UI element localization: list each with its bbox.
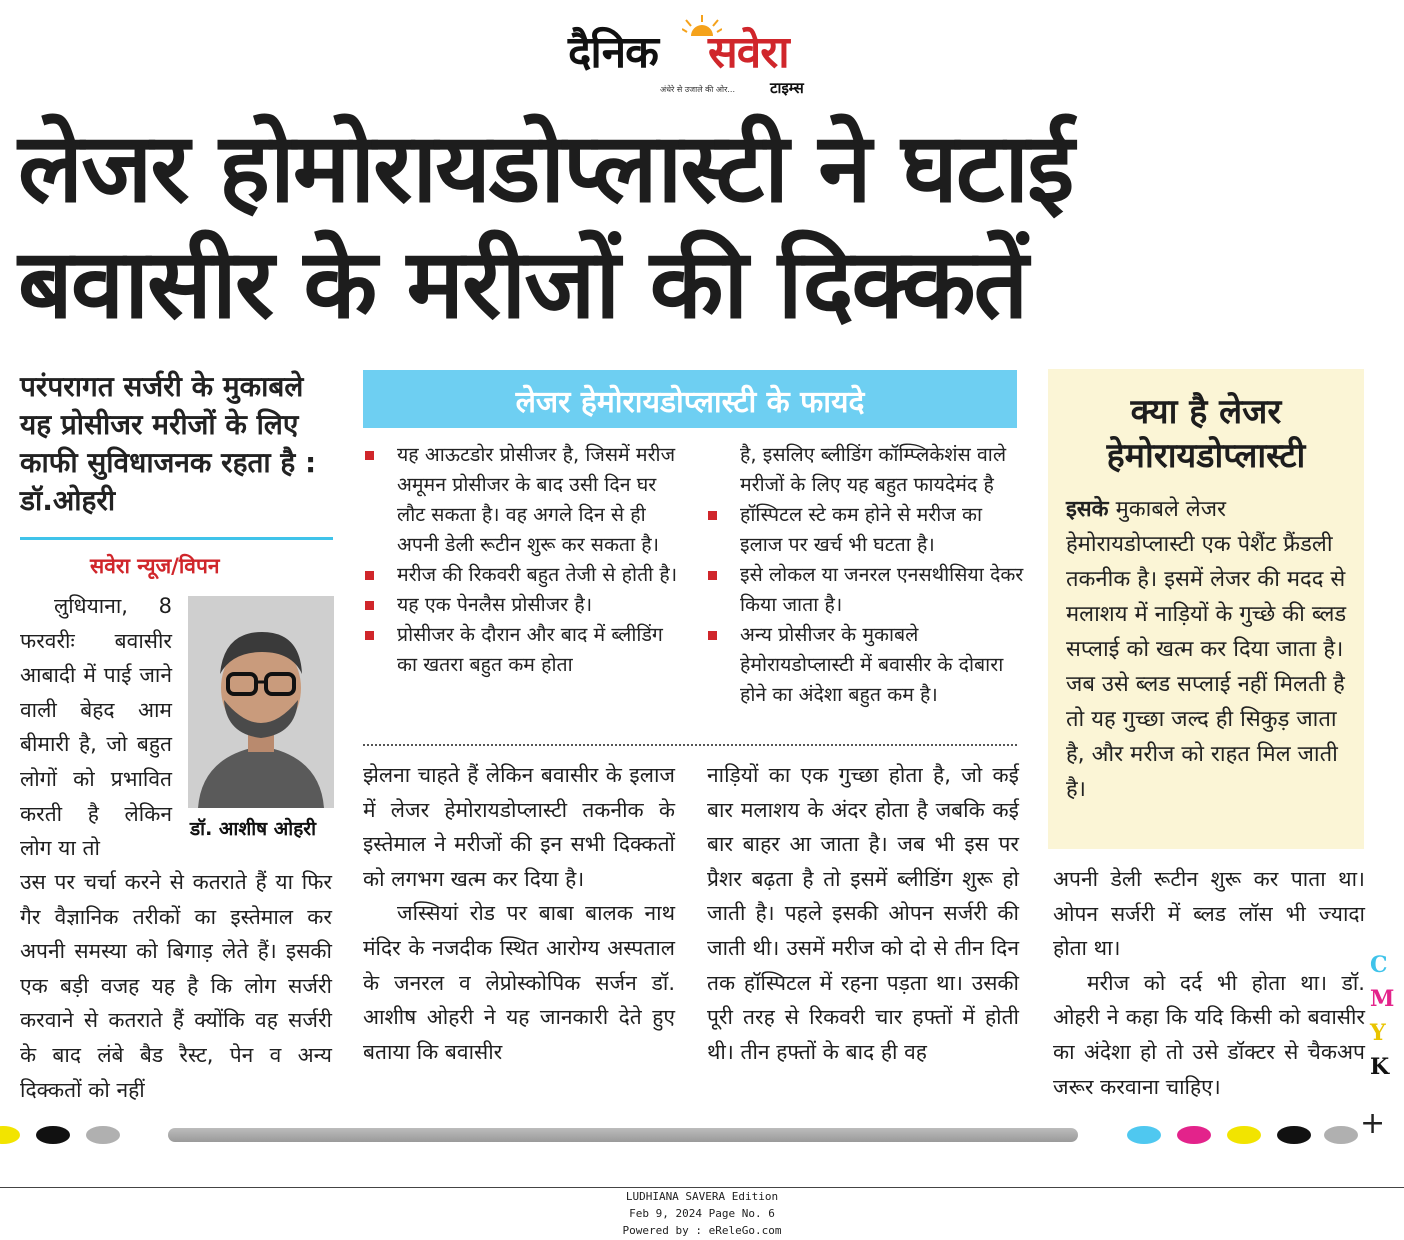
dotted-divider [363,744,1017,746]
what-is-lead: इसके [1066,497,1109,522]
benefit-item: इसे लोकल या जनरल एनसथीसिया देकर किया जाता है। [706,560,1026,620]
paragraph: मरीज को दर्द भी होता था। डॉ. ओहरी ने कहा कि यदि किसी को बवासीर का अंदेशा हो तो उसे डॉक्टर से चैकअप जरूर करवाना चाहिए। [1053,970,1365,1099]
author-photo [188,596,334,808]
gray-registration-dot [86,1126,120,1144]
footer-divider [0,1187,1404,1188]
deck-subheadline: परंपरागत सर्जरी के मुकाबले यह प्रोसीजर मरीजों के लिए काफी सुविधाजनक रहता है : डॉ.ओहरी [20,370,317,517]
what-is-text: मुकाबले लेजर हेमोरायडोप्लास्टी एक पेशैंट फ्रैंडली तकनीक है। इसमें लेजर की मदद से मलाशय में नाड़ियों के गुच्छे की ब्लड सप्लाई को खत्म कर दिया जाता है। जब उसे ब्लड सप्लाई नहीं मिलती है तो यह गुच्छा जल्द ही सिकुड़ जाता है, और मरीज को राहत मिल जाती है। [1066,497,1347,802]
benefit-item: मरीज की रिकवरी बहुत तेजी से होती है। [363,560,683,590]
headline [18,110,1388,342]
benefit-item: यह आऊटडोर प्रोसीजर है, जिसमें मरीज अमूमन प्रोसीजर के बाद उसी दिन घर लौट सकता है। वह अगले दिन से ही अपनी डेली रूटीन शुरू कर सकता है। [363,440,683,560]
bullet-square-icon [365,631,374,640]
portrait-icon [188,596,334,808]
bullet-square-icon [365,601,374,610]
masthead [560,12,850,102]
yellow-registration-dot [0,1126,20,1144]
benefit-continuation: है, इसलिए ब्लीडिंग कॉम्प्लिकेशंस वाले मरीजों के लिए यह बहुत फायदेमंद है [740,443,1007,496]
benefit-item: प्रोसीजर के दौरान और बाद में ब्लीडिंग का खतरा बहुत कम होता [363,620,683,680]
cmyk-y-mark: Y [1370,1020,1386,1046]
cmyk-c-mark: C [1370,952,1388,978]
magenta-registration-dot [1177,1126,1211,1144]
benefits-list-right [706,440,1026,710]
article-body-middle-2: नाड़ियों का एक गुच्छा होता है, जो कई बार मलाशय के अंदर होता है जबकि कई बार बाहर आ जाता है। जब भी इस पर प्रैशर बढ़ता है तो इसमें ब्लीडिंग शुरू हो जाती है। पहले इसकी ओपन सर्जरी की जाती थी। उसमें मरीज को दो से तीन दिन तक हॉस्पिटल में रहना पड़ता था। उसकी पूरी तरह से रिकवरी चार हफ्तों में होती थी। तीन हफ्तों के बाद ही वह [707,763,1019,1064]
black-registration-dot [36,1126,70,1144]
cyan-registration-dot [1127,1126,1161,1144]
footer-date-page: Feb 9, 2024 Page No. 6 [629,1207,775,1220]
what-is-title: क्या है लेजर हेमोरायडोप्लास्टी [1106,392,1306,476]
headline-line1: लेजर होमोरायडोप्लास्टी ने घटाई [18,112,1073,224]
bullet-square-icon [708,511,717,520]
article-body-left: उस पर चर्चा करने से कतराते हैं या फिर गैर वैज्ञानिक तरीकों का इस्तेमाल कर अपनी समस्या को बिगाड़ लेते हैं। इसकी एक बड़ी वजह यह है कि लोग सर्जरी करवाने से कतराते हैं क्योंकि वह सर्जरी के बाद लंबे बैड रैस्ट, पेन व अन्य दिक्कतों को नहीं [20,870,332,1102]
bullet-square-icon [708,571,717,580]
masthead-tagline: अंधेरे से उजाले की ओर... [660,85,736,94]
gray-registration-strip [168,1128,1078,1142]
footer-powered-by: Powered by : eReleGo.com [622,1224,782,1237]
what-is-body [1066,492,1352,807]
masthead-name-part2: सवेरा [708,27,789,78]
masthead-name-part3: टाइम्स [770,79,804,97]
deck-divider [20,537,333,540]
article-intro-text: लुधियाना, 8 फरवरीः बवासीर आबादी में पाई जाने वाली बेहद आम बीमारी है, जो बहुत लोगों को प्रभावित करती है लेकिन लोग या तो [20,594,172,861]
yellow-registration-dot [1227,1126,1261,1144]
cmyk-m-mark: M [1370,986,1395,1012]
benefits-list-left [363,440,683,680]
paragraph: अपनी डेली रूटीन शुरू कर पाता था। ओपन सर्जरी में ब्लड लॉस भी ज्यादा होता था। [1053,867,1365,961]
headline-line2: बवासीर के मरीजों की दिक्कतें [18,228,1027,340]
bullet-square-icon [365,451,374,460]
benefit-item: यह एक पेनलैस प्रोसीजर है। [363,590,683,620]
bullet-square-icon [708,631,717,640]
gray-registration-dot [1324,1126,1358,1144]
benefit-item: अन्य प्रोसीजर के मुकाबले हेमोरायडोप्लास्टी में बवासीर के दोबारा होने का अंदेशा बहुत कम है। [706,620,1026,710]
paragraph: जस्सियां रोड पर बाबा बालक नाथ मंदिर के नजदीक स्थित आरोग्य अस्पताल के जनरल व लेप्रोस्कोपिक सर्जन डॉ. आशीष ओहरी ने यह जानकारी देते हुए बताया कि बवासीर [363,901,675,1064]
footer-edition: LUDHIANA SAVERA Edition [625,1190,779,1203]
bullet-square-icon [365,571,374,580]
cmyk-k-mark: K [1370,1054,1390,1080]
benefit-item: हॉस्पिटल स्टे कम होने से मरीज का इलाज पर खर्च भी घटता है। [706,500,1026,560]
paragraph: झेलना चाहते हैं लेकिन बवासीर के इलाज में लेजर हेमोरायडोप्लास्टी तकनीक के इस्तेमाल ने मरीजों की इन सभी दिक्कतों को लगभग खत्म कर दिया है। [363,763,675,891]
crosshair-icon: + [1360,1106,1386,1141]
article-body-right [1053,862,1365,1104]
masthead-name-part1: दैनिक [568,27,658,78]
byline: सवेरा न्यूज/विपन [90,554,220,578]
benefits-title: लेजर हेमोरायडोप्लास्टी के फायदे [515,385,865,420]
black-registration-dot [1277,1126,1311,1144]
article-body-middle-1 [363,758,675,1069]
photo-caption: डॉ. आशीष ओहरी [190,818,316,840]
